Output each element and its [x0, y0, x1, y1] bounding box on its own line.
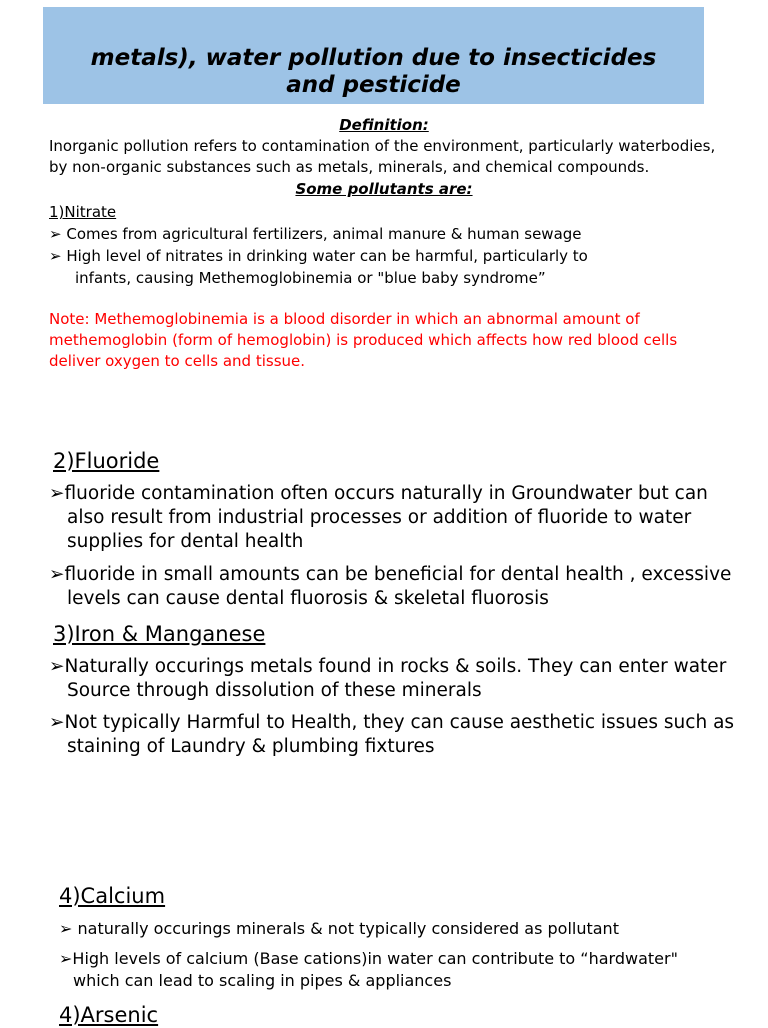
note-line-1: Note: Methemoglobinemia is a blood disorder in which an abnormal amount of: [49, 310, 640, 328]
definition-text-2: by non-organic substances such as metals, minerals, and chemical compounds.: [49, 158, 650, 176]
title-line-2: and pesticide: [286, 72, 461, 98]
title-line-1: metals), water pollution due to insecticides: [90, 45, 657, 71]
definition-heading: Definition:: [339, 116, 429, 134]
arsenic-heading: 4)Arsenic: [59, 1003, 159, 1027]
bullet-text: fluoride contamination often occurs naturally in Groundwater but can: [64, 483, 708, 504]
pollutants-heading: Some pollutants are:: [295, 180, 473, 198]
fluoride-heading: 2)Fluoride: [53, 449, 160, 473]
arrow-bullet-icon: ➢: [49, 225, 62, 243]
iron-bullet-2-cont: staining of Laundry & plumbing fixtures: [67, 736, 435, 757]
arrow-bullet-icon: ➢: [49, 712, 65, 733]
page-title: [43, 45, 704, 99]
arrow-bullet-icon: ➢: [49, 656, 65, 677]
nitrate-bullet-1: [49, 224, 582, 245]
arrow-bullet-icon: ➢: [49, 247, 62, 265]
calcium-heading: 4)Calcium: [59, 884, 166, 908]
nitrate-heading: 1)Nitrate: [49, 203, 117, 221]
definition-text-1: Inorganic pollution refers to contamination of the environment, particularly waterbodies,: [49, 137, 716, 155]
title-banner: [43, 7, 704, 104]
nitrate-bullet-2-cont: infants, causing Methemoglobinemia or "blue baby syndrome”: [75, 269, 546, 287]
nitrate-bullet-2: [49, 246, 588, 267]
bullet-text: Not typically Harmful to Health, they can cause aesthetic issues such as: [64, 712, 735, 733]
iron-bullet-1: [49, 655, 726, 679]
iron-bullet-2: [49, 711, 734, 735]
fluoride-bullet-1-cont-2: supplies for dental health: [67, 531, 304, 552]
bullet-text: Naturally occurings metals found in rocks & soils. They can enter water: [64, 656, 727, 677]
iron-heading: 3)Iron & Manganese: [53, 622, 266, 646]
fluoride-bullet-2-cont: levels can cause dental fluorosis & skeletal fluorosis: [67, 588, 549, 609]
iron-bullet-1-cont: Source through dissolution of these minerals: [67, 680, 482, 701]
calcium-bullet-1: [59, 918, 619, 939]
calcium-bullet-2-cont: which can lead to scaling in pipes & appliances: [73, 971, 452, 990]
arrow-bullet-icon: ➢: [49, 564, 65, 585]
bullet-text: fluoride in small amounts can be beneficial for dental health , excessive: [64, 564, 732, 585]
note-line-2: methemoglobin (form of hemoglobin) is produced which affects how red blood cells: [49, 331, 678, 349]
bullet-text: Comes from agricultural fertilizers, animal manure & human sewage: [66, 225, 582, 243]
note-line-3: deliver oxygen to cells and tissue.: [49, 352, 306, 370]
bullet-text: High levels of calcium (Base cations)in water can contribute to “hardwater": [72, 949, 678, 968]
fluoride-bullet-2: [49, 563, 731, 587]
calcium-bullet-2: [59, 948, 678, 969]
bullet-text: High level of nitrates in drinking water can be harmful, particularly to: [66, 247, 588, 265]
fluoride-bullet-1-cont-1: also result from industrial processes or addition of fluoride to water: [67, 507, 692, 528]
arrow-bullet-icon: ➢: [59, 919, 73, 938]
arrow-bullet-icon: ➢: [49, 483, 65, 504]
arrow-bullet-icon: ➢: [59, 949, 73, 968]
fluoride-bullet-1: [49, 482, 708, 506]
bullet-text: naturally occurings minerals & not typically considered as pollutant: [72, 919, 619, 938]
